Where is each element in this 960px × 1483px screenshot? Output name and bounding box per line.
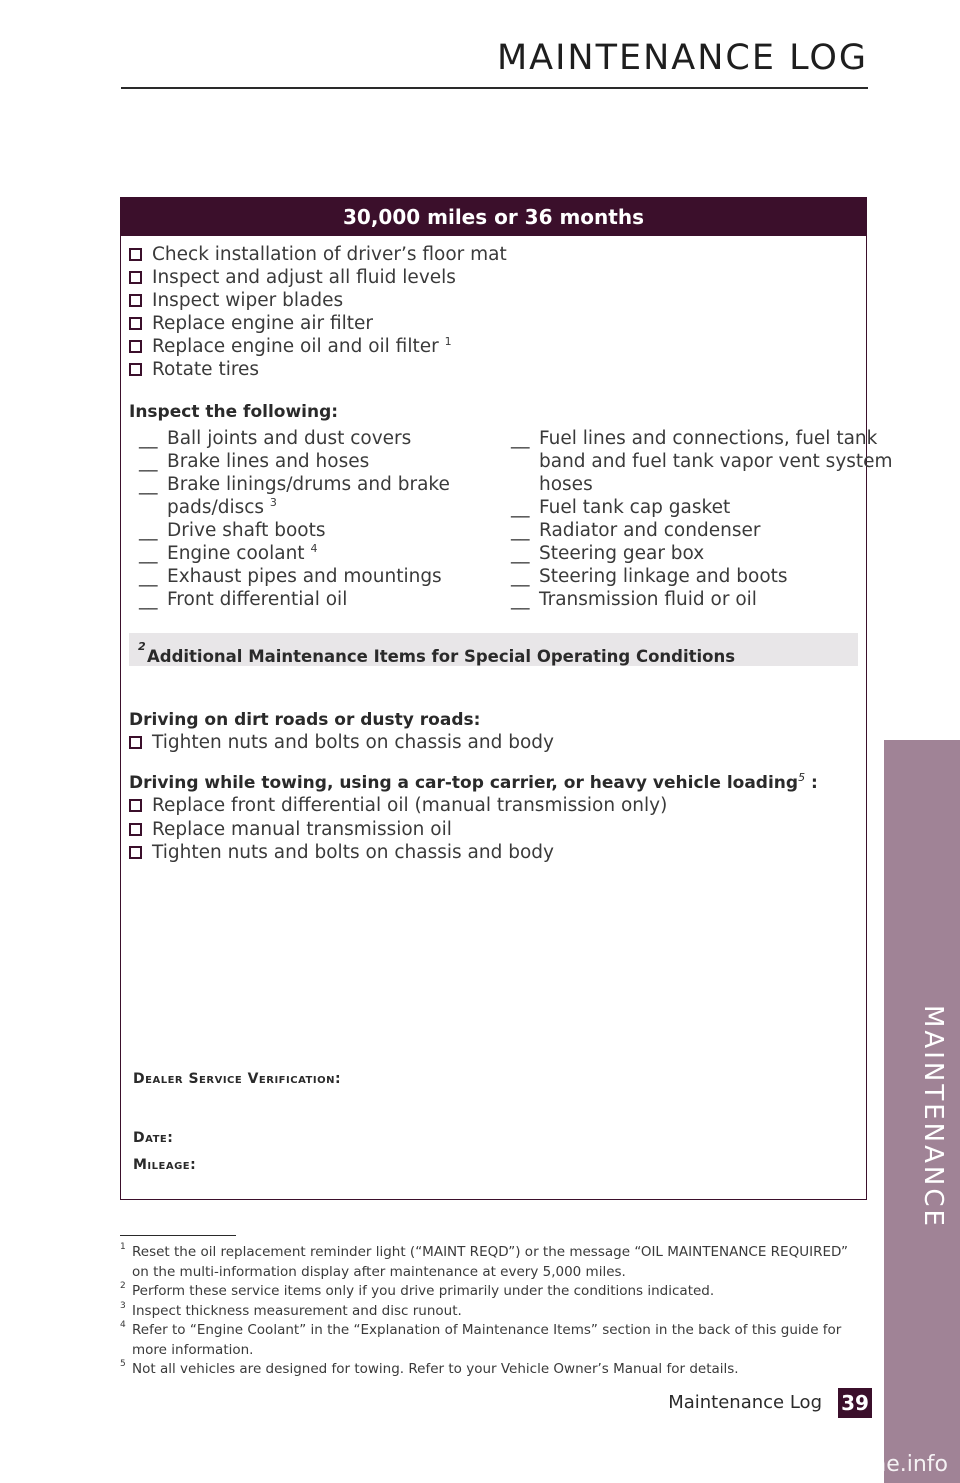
title-divider xyxy=(121,87,868,89)
checkbox-icon[interactable] xyxy=(129,317,142,330)
inspect-item: __ Brake linings/drums and brake pads/discs $^3$ xyxy=(139,474,450,518)
special-conditions-band xyxy=(129,633,858,666)
checkbox-icon[interactable] xyxy=(129,294,142,307)
checklist-item: Replace manual transmission oil xyxy=(129,818,452,841)
inspect-heading: Inspect the following: xyxy=(129,402,339,422)
footnote-ref: 5 xyxy=(798,771,806,784)
dealer-verification-label: Dealer Service Verification: xyxy=(133,1071,342,1087)
checkbox-icon[interactable] xyxy=(129,823,142,836)
inspect-item: __ Fuel tank cap gasket xyxy=(511,497,731,518)
inspect-item: __ Engine coolant $^4$ xyxy=(139,542,318,564)
checkbox-icon[interactable] xyxy=(129,736,142,749)
mileage-label: Mileage: xyxy=(133,1157,197,1173)
watermark: carmanualsonline.info xyxy=(704,1452,948,1477)
checklist-item: Replace engine oil and oil filter $^1$ xyxy=(129,335,452,358)
checklist-item: Replace front differential oil (manual transmission only) xyxy=(129,794,667,817)
inspect-item: __ Steering linkage and boots xyxy=(511,566,788,587)
checklist-item: Inspect and adjust all fluid levels xyxy=(129,266,456,289)
special-conditions-heading: Additional Maintenance Items for Special Operating Conditions $^2$ xyxy=(138,640,736,666)
page-title: MAINTENANCE LOG xyxy=(496,38,868,78)
side-tab-label: MAINTENANCE xyxy=(918,1005,948,1229)
towing-heading: Driving while towing, using a car-top carrier, or heavy vehicle loading$^5$ : xyxy=(129,771,818,793)
checkbox-icon[interactable] xyxy=(129,340,142,353)
inspect-item: __ Transmission fluid or oil xyxy=(511,589,757,610)
checkbox-icon[interactable] xyxy=(129,363,142,376)
footnote-divider xyxy=(120,1235,236,1236)
inspect-item: __ Ball joints and dust covers xyxy=(139,428,412,449)
footnote-ref: 3 xyxy=(269,496,277,509)
checklist-item: Tighten nuts and bolts on chassis and body xyxy=(129,731,554,754)
dirt-roads-heading: Driving on dirt roads or dusty roads: xyxy=(129,710,481,730)
footnote-ref: 2 xyxy=(138,640,146,653)
footer-label: Maintenance Log xyxy=(668,1392,822,1413)
date-label: Date: xyxy=(133,1130,174,1146)
footnote: 2 Perform these service items only if you drive primarily under the conditions indicated. xyxy=(120,1281,715,1299)
footnotes xyxy=(120,1243,860,1380)
checkbox-icon[interactable] xyxy=(129,846,142,859)
footnote-ref: 1 xyxy=(444,335,452,348)
page-number: 39 xyxy=(838,1388,872,1418)
checklist-item: Rotate tires xyxy=(129,358,259,381)
inspect-item: __ Exhaust pipes and mountings xyxy=(139,566,442,587)
checklist-item: Tighten nuts and bolts on chassis and body xyxy=(129,841,554,864)
inspect-item: __ Brake lines and hoses xyxy=(139,451,370,472)
checkbox-icon[interactable] xyxy=(129,248,142,261)
checkbox-icon[interactable] xyxy=(129,271,142,284)
footnote: 5 Not all vehicles are designed for towing. Refer to your Vehicle Owner’s Manual for details. xyxy=(120,1359,739,1377)
checklist-item: Replace engine air filter xyxy=(129,312,373,335)
inspect-item: __ Front differential oil xyxy=(139,589,348,610)
checklist-item: Inspect wiper blades xyxy=(129,289,343,312)
footnote: 1 Reset the oil replacement reminder light (“MAINT REQD”) or the message “OIL MAINTENANCE REQUIRED” on the multi-information display after maintenance at every 5,000 miles. xyxy=(120,1242,849,1280)
footnote-ref: 4 xyxy=(310,542,318,555)
checkbox-icon[interactable] xyxy=(129,799,142,812)
inspect-item: __ Fuel lines and connections, fuel tank band and fuel tank vapor vent system hoses xyxy=(511,428,893,495)
checklist-item: Check installation of driver’s floor mat xyxy=(129,243,507,266)
inspect-item: __ Drive shaft boots xyxy=(139,520,326,541)
inspect-item: __ Radiator and condenser xyxy=(511,520,761,541)
interval-header: 30,000 miles or 36 months xyxy=(121,198,866,236)
footnote: 3 Inspect thickness measurement and disc runout. xyxy=(120,1300,462,1319)
service-interval-panel xyxy=(120,197,893,1200)
footnote: 4 Refer to “Engine Coolant” in the “Explanation of Maintenance Items” section in the back of this guide for more information. xyxy=(120,1320,842,1358)
inspect-item: __ Steering gear box xyxy=(511,543,705,564)
